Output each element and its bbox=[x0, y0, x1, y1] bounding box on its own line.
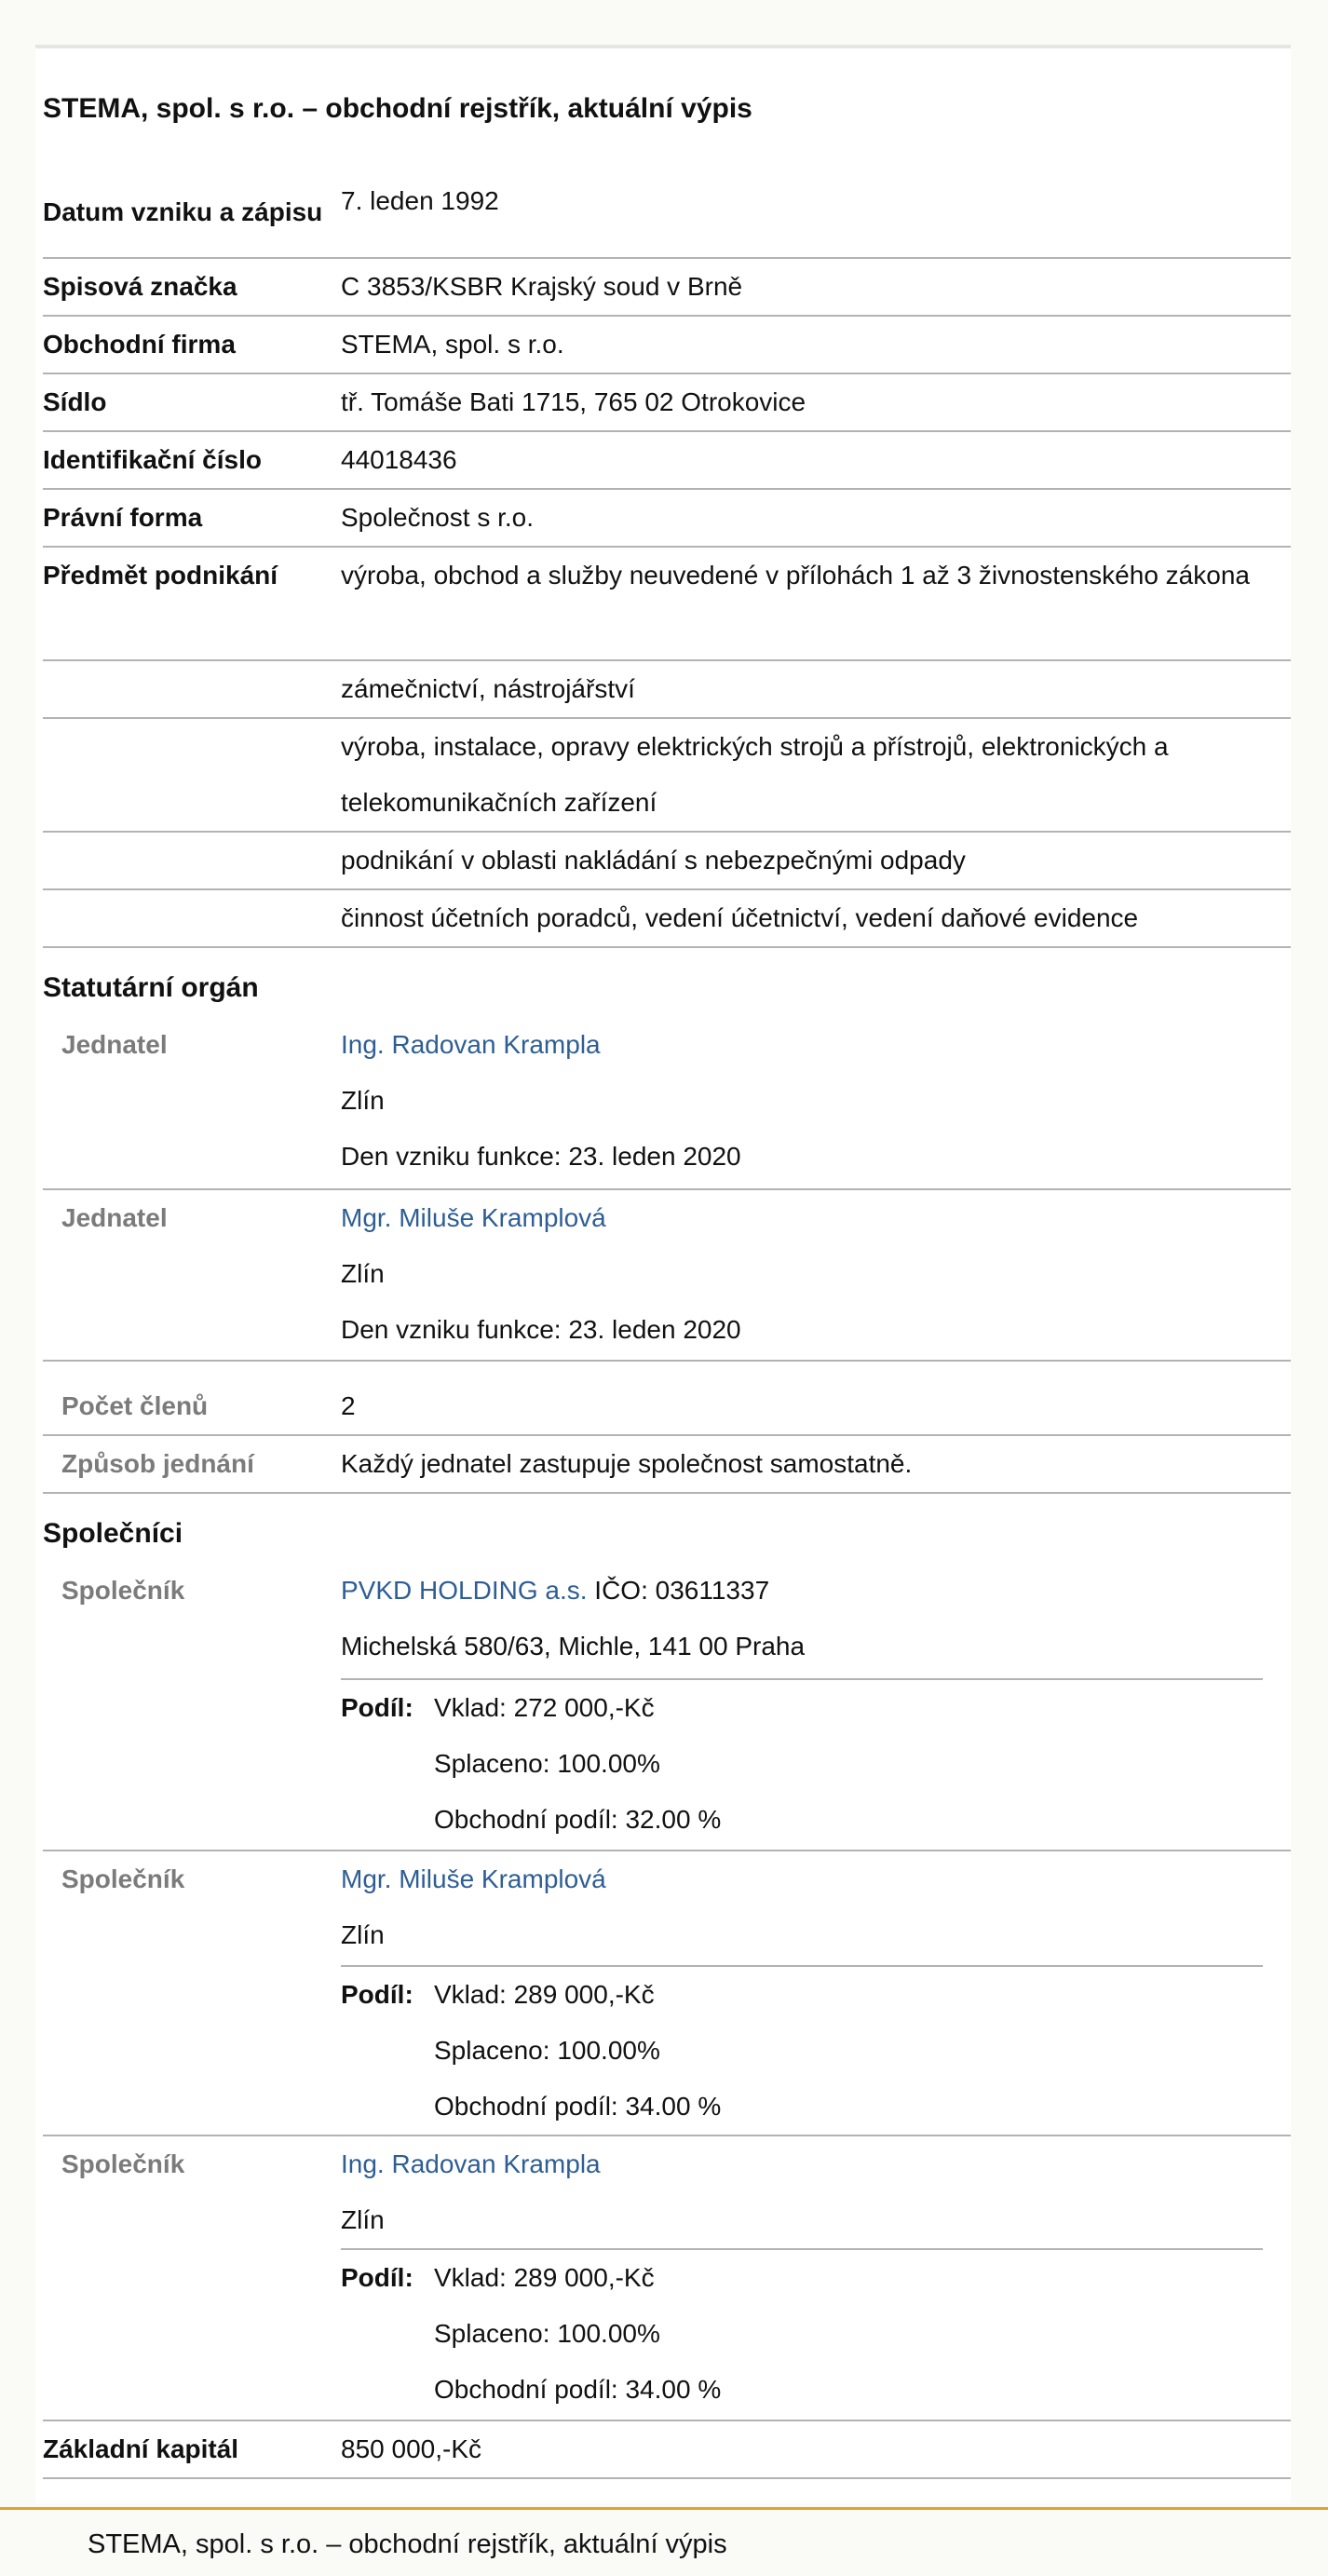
spisova-znacka-value: C 3853/KSBR Krajský soud v Brně bbox=[341, 272, 743, 301]
spolecnik-address: Zlín bbox=[341, 2205, 385, 2234]
register-extract bbox=[35, 45, 1291, 2503]
podil-label: Podíl: bbox=[341, 2263, 413, 2292]
ico-label: Identifikační číslo bbox=[43, 445, 262, 474]
spolecnik-role: Společník bbox=[61, 1864, 185, 1893]
spolecnik-ico: IČO: 03611337 bbox=[594, 1576, 770, 1605]
page-title: STEMA, spol. s r.o. – obchodní rejstřík, aktuální výpis bbox=[43, 93, 752, 124]
divider bbox=[43, 2477, 1291, 2479]
statutarni-heading: Statutární orgán bbox=[43, 972, 259, 1003]
pocet-clenu-value: 2 bbox=[341, 1391, 356, 1420]
jednatel-city: Zlín bbox=[341, 1259, 385, 1288]
podil-vklad: Vklad: 272 000,-Kč bbox=[434, 1693, 655, 1722]
spolecnik-address: Zlín bbox=[341, 1920, 385, 1949]
podil-obchodni: Obchodní podíl: 32.00 % bbox=[434, 1805, 722, 1834]
podil-obchodni: Obchodní podíl: 34.00 % bbox=[434, 2092, 722, 2121]
jednatel-role: Jednatel bbox=[61, 1030, 168, 1059]
predmet-item: podnikání v oblasti nakládání s nebezpečnými odpady bbox=[341, 846, 966, 874]
spolecnici-heading: Společníci bbox=[43, 1518, 183, 1549]
zakladni-kapital-value: 850 000,-Kč bbox=[341, 2434, 481, 2463]
podil-splaceno: Splaceno: 100.00% bbox=[434, 2036, 660, 2065]
spolecnik-link[interactable]: PVKD HOLDING a.s. bbox=[341, 1576, 588, 1605]
podil-vklad: Vklad: 289 000,-Kč bbox=[434, 1980, 655, 2009]
spolecnik-link[interactable]: Mgr. Miluše Kramplová bbox=[341, 1864, 606, 1893]
divider bbox=[43, 946, 1291, 948]
sidlo-label: Sídlo bbox=[43, 387, 107, 416]
predmet-item: zámečnictví, nástrojářství bbox=[341, 674, 635, 703]
datum-vzniku-label: Datum vzniku a zápisu bbox=[43, 197, 323, 226]
predmet-label: Předmět podnikání bbox=[43, 561, 278, 590]
footer-title: STEMA, spol. s r.o. – obchodní rejstřík, aktuální výpis bbox=[88, 2529, 727, 2559]
podil-label: Podíl: bbox=[341, 1693, 413, 1722]
pocet-clenu-label: Počet členů bbox=[61, 1391, 209, 1420]
jednatel-city: Zlín bbox=[341, 1086, 385, 1115]
jednatel-name bbox=[341, 1017, 1281, 1073]
spolecnik-link[interactable]: Ing. Radovan Krampla bbox=[341, 2149, 601, 2178]
ico-value: 44018436 bbox=[341, 445, 457, 474]
podil-splaceno: Splaceno: 100.00% bbox=[434, 1749, 660, 1778]
spolecnik-address: Michelská 580/63, Michle, 141 00 Praha bbox=[341, 1632, 806, 1661]
spolecnik-role: Společník bbox=[61, 1576, 185, 1605]
pravni-forma-value: Společnost s r.o. bbox=[341, 503, 535, 532]
podil-splaceno: Splaceno: 100.00% bbox=[434, 2319, 660, 2348]
footer-divider bbox=[0, 2507, 1328, 2510]
predmet-item: výroba, obchod a služby neuvedené v přílohách 1 až 3 živnostenského zákona bbox=[341, 561, 1250, 590]
obchodni-firma-value: STEMA, spol. s r.o. bbox=[341, 330, 564, 359]
spolecnik-name bbox=[341, 2136, 1281, 2192]
datum-vzniku-value: 7. leden 1992 bbox=[341, 186, 499, 215]
sidlo-value: tř. Tomáše Bati 1715, 765 02 Otrokovice bbox=[341, 387, 806, 416]
jednatel-name bbox=[341, 1190, 1281, 1246]
jednatel-link[interactable]: Mgr. Miluše Kramplová bbox=[341, 1203, 606, 1232]
spisova-znacka-label: Spisová značka bbox=[43, 272, 237, 301]
predmet-item: výroba, instalace, opravy elektrických strojů a přístrojů, elektronických a telekomunikačních zařízení bbox=[341, 732, 1169, 817]
jednatel-link[interactable]: Ing. Radovan Krampla bbox=[341, 1030, 601, 1059]
jednatel-role: Jednatel bbox=[61, 1203, 168, 1232]
zpusob-jednani-label: Způsob jednání bbox=[61, 1449, 254, 1478]
podil-obchodni: Obchodní podíl: 34.00 % bbox=[434, 2375, 722, 2404]
podil-vklad: Vklad: 289 000,-Kč bbox=[434, 2263, 655, 2292]
spolecnik-name bbox=[341, 1563, 1281, 1619]
pravni-forma-label: Právní forma bbox=[43, 503, 203, 532]
zpusob-jednani-value: Každý jednatel zastupuje společnost samostatně. bbox=[341, 1449, 913, 1478]
jednatel-funkce: Den vzniku funkce: 23. leden 2020 bbox=[341, 1315, 741, 1344]
predmet-item: činnost účetních poradců, vedení účetnictví, vedení daňové evidence bbox=[341, 903, 1139, 932]
jednatel-funkce: Den vzniku funkce: 23. leden 2020 bbox=[341, 1142, 741, 1171]
obchodni-firma-label: Obchodní firma bbox=[43, 330, 236, 359]
podil-label: Podíl: bbox=[341, 1980, 413, 2009]
divider bbox=[43, 1492, 1291, 1494]
zakladni-kapital-label: Základní kapitál bbox=[43, 2434, 239, 2463]
spolecnik-name bbox=[341, 1851, 1281, 1907]
spolecnik-role: Společník bbox=[61, 2149, 185, 2178]
divider bbox=[43, 1360, 1291, 1362]
